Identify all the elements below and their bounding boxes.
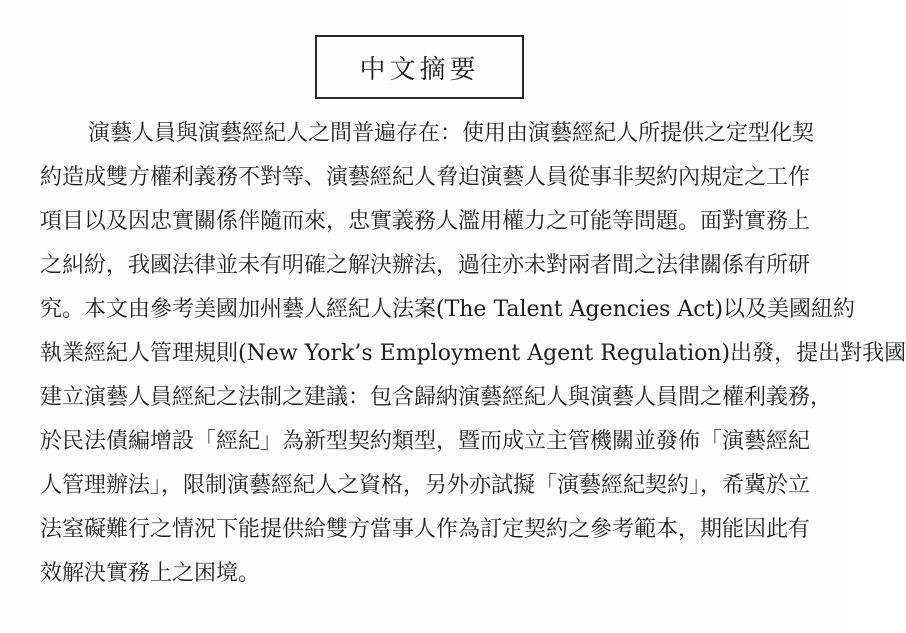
abstract-line: 演藝人員與演藝經紀人之間普遍存在：使用由演藝經紀人所提供之定型化契 bbox=[88, 121, 815, 146]
abstract-body bbox=[40, 112, 906, 596]
abstract-line: 人管理辦法」，限制演藝經紀人之資格，另外亦試擬「演藝經紀契約」，希冀於立 bbox=[40, 473, 811, 498]
abstract-line: 約造成雙方權利義務不對等、演藝經紀人脅迫演藝人員從事非契約內規定之工作 bbox=[40, 165, 811, 190]
abstract-line: 之糾紛，我國法律並未有明確之解決辦法，過往亦未對兩者間之法律關係有所研 bbox=[40, 253, 811, 278]
title-box bbox=[315, 35, 524, 99]
abstract-line: 項目以及因忠實關係伴隨而來，忠實義務人濫用權力之可能等問題。面對實務上 bbox=[40, 209, 811, 234]
abstract-title: 中文摘要 bbox=[359, 54, 480, 85]
abstract-line: 於民法債編增設「經紀」為新型契約類型，暨而成立主管機關並發佈「演藝經紀 bbox=[40, 429, 811, 454]
abstract-line: 執業經紀人管理規則(New York’s Employment Agent Regulation)出發，提出對我國 bbox=[40, 341, 906, 366]
abstract-line: 效解決實務上之困境。 bbox=[40, 561, 261, 586]
abstract-line: 法窒礙難行之情況下能提供給雙方當事人作為訂定契約之參考範本，期能因此有 bbox=[40, 517, 811, 542]
abstract-line: 建立演藝人員經紀之法制之建議：包含歸納演藝經紀人與演藝人員間之權利義務， bbox=[40, 385, 833, 410]
abstract-line: 究。本文由參考美國加州藝人經紀人法案(The Talent Agencies Act)以及美國紐約 bbox=[40, 297, 856, 322]
